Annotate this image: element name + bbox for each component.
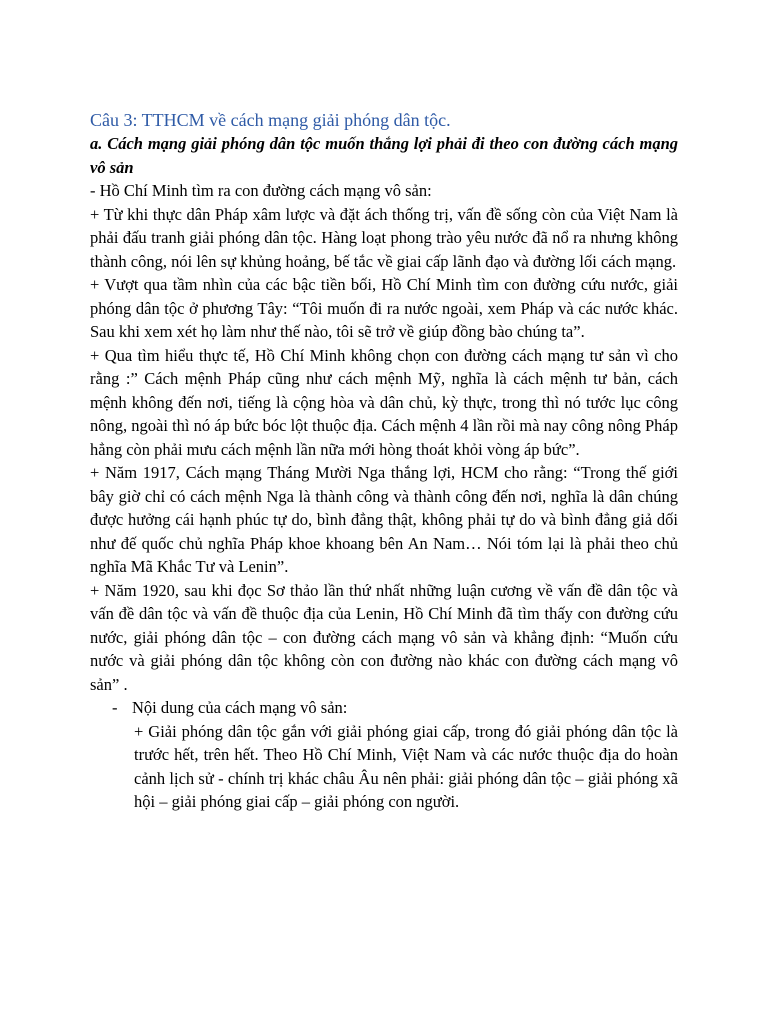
section-heading: Câu 3: TTHCM về cách mạng giải phóng dân tộc. [90, 110, 451, 130]
paragraph-intro: - Hồ Chí Minh tìm ra con đường cách mạng vô sản: [90, 181, 432, 200]
bullet-text: Nội dung của cách mạng vô sản: [132, 698, 348, 717]
bullet-item [90, 696, 678, 720]
paragraph-1: + Từ khi thực dân Pháp xâm lược và đặt ách thống trị, vấn đề sống còn của Việt Nam là phải đấu tranh giải phóng dân tộc. Hàng loạt phong trào yêu nước đã nổ ra nhưng không thành công, nói lên sự khủng hoảng, bế tắc về giai cấp lãnh đạo và đường lối cách mạng. [90, 204, 678, 271]
paragraph-3: + Qua tìm hiểu thực tế, Hồ Chí Minh không chọn con đường cách mạng tư sản vì cho rằng :” Cách mệnh Pháp cũng như cách mệnh Mỹ, nghĩa là cách mệnh tư bản, cách mệnh không đến nơi, tiếng là cộng hòa và dân chủ, kỳ thực, trong thì nó tước lục công nông, ngoài thì nó áp bức bóc lột thuộc địa. Cách mệnh 4 lần rồi mà nay công nông Pháp hẳng còn phải mưu cách mệnh lần nữa mới hòng thoát khỏi vòng áp bức”. [90, 345, 678, 459]
bullet-marker: - [112, 698, 118, 717]
paragraph-4: + Năm 1917, Cách mạng Tháng Mười Nga thắng lợi, HCM cho rằng: “Trong thế giới bây giờ chỉ có cách mệnh Nga là thành công và thành công đến nơi, nghĩa là dân chúng được hưởng cái hạnh phúc tự do, bình đẳng thật, không phải tự do và bình đẳng giả dối như đế quốc chủ nghĩa Pháp khoe khoang bên An Nam… Nói tóm lại là phải theo chủ nghĩa Mã Khắc Tư và Lenin”. [90, 463, 678, 576]
document-page [90, 108, 678, 814]
paragraph-2: + Vượt qua tầm nhìn của các bậc tiền bối, Hồ Chí Minh tìm con đường cứu nước, giải phóng dân tộc ở phương Tây: “Tôi muốn đi ra nước ngoài, xem Pháp và các nước khác. Sau khi xem xét họ làm như thế nào, tôi sẽ trở về giúp đồng bào chúng ta”. [90, 275, 678, 341]
indented-paragraph: + Giải phóng dân tộc gắn với giải phóng giai cấp, trong đó giải phóng dân tộc là trước hết, trên hết. Theo Hồ Chí Minh, Việt Nam và các nước thuộc địa do hoàn cảnh lịch sử - chính trị khác châu Âu nên phải: giải phóng dân tộc – giải phóng xã hội – giải phóng giai cấp – giải phóng con người. [134, 721, 678, 811]
paragraph-5: + Năm 1920, sau khi đọc Sơ thảo lần thứ nhất những luận cương về vấn đề dân tộc và vấn đề dân tộc và vấn đề thuộc địa của Lenin, Hồ Chí Minh đã tìm thấy con đường cứu nước, giải phóng dân tộc – con đường cách mạng vô sản và khẳng định: “Muốn cứu nước và giải phóng dân tộc không còn con đường nào khác con đường cách mạng vô sản” . [90, 580, 678, 694]
section-subheading: a. Cách mạng giải phóng dân tộc muốn thắng lợi phải đi theo con đường cách mạng vô sản [90, 134, 678, 177]
